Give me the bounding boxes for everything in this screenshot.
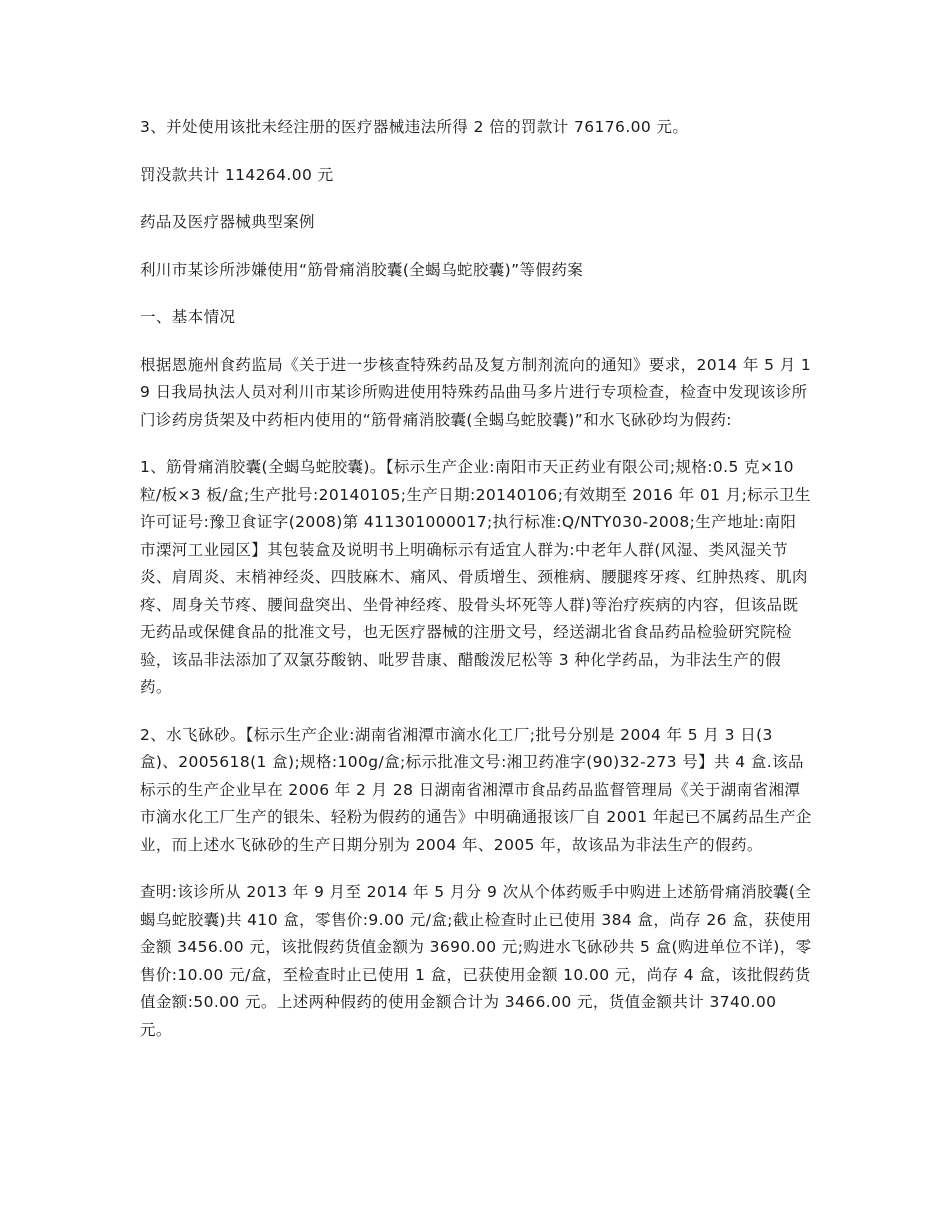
document-body bbox=[140, 114, 812, 1064]
penalty-total: 罚没款共计 114264.00 元 bbox=[140, 165, 334, 184]
section-heading: 药品及医疗器械典型案例 bbox=[140, 213, 315, 231]
subsection-heading: 一、基本情况 bbox=[140, 308, 236, 326]
penalty-item-3: 3、并处使用该批未经注册的医疗器械违法所得 2 倍的罚款计 76176.00 元。 bbox=[140, 118, 689, 136]
paragraph-item-2: 2、水飞砅砂。【标示生产企业:湖南省湘潭市滴水化工厂;批号分别是 2004 年 5 月 3 日(3 盒)、2005618(1 盒);规格:100g/盒;标示批准文号:湘卫药准字(90)32-273 号】共 4 盒.该品标示的生产企业早在 2006 年 2 月 28 日湖南省湘潭市食品药品监督管理局《关于湖南省湘潭市滴水化工厂生产的银朱、轻粉为假药的通告》中明确通报该厂自 2001 年起已不属药品生产企业，而上述水飞砅砂的生产日期分别为 2004 年、2005 年，故该品为非法生产的假药。 bbox=[140, 725, 812, 854]
case-title: 利川市某诊所涉嫌使用“筋骨痛消胶囊(全蝎乌蛇胶囊)”等假药案 bbox=[140, 260, 584, 279]
paragraph-findings: 查明:该诊所从 2013 年 9 月至 2014 年 5 月分 9 次从个体药贩手中购进上述筋骨痛消胶囊(全蝎乌蛇胶囊)共 410 盒，零售价:9.00 元/盒;截止检查时止已使用 384 盒，尚存 26 盒，获使用金额 3456.00 元，该批假药货值金额为 3690.00 元;购进水飞砅砂共 5 盒(购进单位不详)，零售价:10.00 元/盒，至检查时止已使用 1 盒，已获使用金额 10.00 元，尚存 4 盒，该批假药货值金额:50.00 元。上述两种假药的使用金额合计为 3466.00 元，货值金额共计 3740.00 元。 bbox=[140, 883, 812, 1039]
paragraph-background: 根据恩施州食药监局《关于进一步核查特殊药品及复方制剂流向的通知》要求，2014 年 5 月 19 日我局执法人员对利川市某诊所购进使用特殊药品曲马多片进行专项检查，检查中发现该诊所门诊药房货架及中药柜内使用的“筋骨痛消胶囊(全蝎乌蛇胶囊)”和水飞砅砂均为假药: bbox=[140, 355, 812, 429]
paragraph-item-1: 1、筋骨痛消胶囊(全蝎乌蛇胶囊)。【标示生产企业:南阳市天正药业有限公司;规格:0.5 克×10 粒/板×3 板/盒;生产批号:20140105;生产日期:20140106;有效期至 2016 年 01 月;标示卫生许可证号:豫卫食证字(2008)第 411301000017;执行标准:Q/NTY030-2008;生产地址:南阳市溧河工业园区】其包装盒及说明书上明确标示有适宜人群为:中老年人群(风湿、类风湿关节炎、肩周炎、末梢神经炎、四肢麻木、痛风、骨质增生、颈椎病、腰腿疼牙疼、红肿热疼、肌肉疼、周身关节疼、腰间盘突出、坐骨神经疼、股骨头坏死等人群)等治疗疾病的内容，但该品既无药品或保健食品的批准文号，也无医疗器械的注册文号，经送湖北省食品药品检验研究院检验，该品非法添加了双氯芬酸钠、吡罗昔康、醋酸泼尼松等 3 种化学药品，为非法生产的假药。 bbox=[140, 458, 811, 696]
